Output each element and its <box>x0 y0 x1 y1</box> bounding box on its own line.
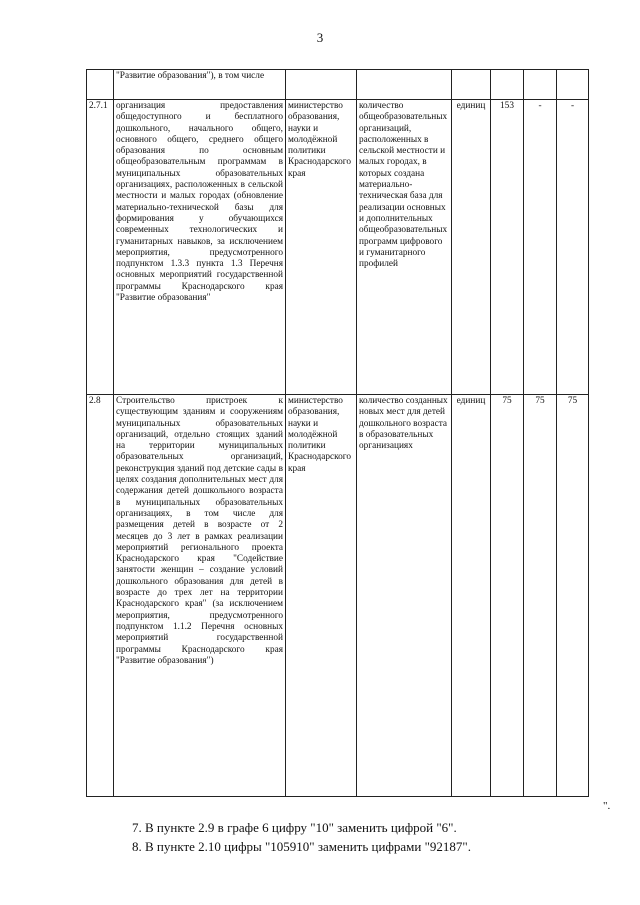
row-unit: единиц <box>452 395 491 797</box>
row-number: 2.8 <box>87 395 114 797</box>
row-description: организация предоставления общедоступного и бесплатного дошкольного, начального общего, основного общего, среднего общего образования по основным общеобразовательным программам в муниципальных образовательных организациях, расположенных в сельской местности и малых городах (обновление материально-технической базы для формирования у обучающихся современных технологических и гуманитарных навыков, за исключением мероприятия, предусмотренного подпунктом 1.3.3 пункта 1.3 Перечня основных мероприятий государственной программы Краснодарского края "Развитие образования" <box>114 100 286 395</box>
continuation-text: "Развитие образования"), в том числе <box>116 71 265 81</box>
row-value-1: 153 <box>491 100 524 395</box>
row-description: Строительство пристроек к существующим зданиям и сооружениям муниципальных образовательных организаций, отдельно стоящих зданий на территории муниципальных образовательных организаций, реконструкция зданий под детские сады в целях создания дополнительных мест для содержания детей дошкольного возраста в муниципальных образовательных организациях, в том числе для размещения детей в возрасте от 2 месяцев до 3 лет в рамках реализации мероприятий регионального проекта Краснодарского края "Содействие занятости женщин – создание условий дошкольного образования для детей в возрасте до трех лет на территории Краснодарского края" (за исключением мероприятия, предусмотренного подпунктом 1.1.2 Перечня основных мероприятий государственной программы Краснодарского края "Развитие образования") <box>114 395 286 797</box>
row-value-2: 75 <box>524 395 557 797</box>
page-number: 3 <box>316 30 324 45</box>
measures-table <box>86 69 589 797</box>
row-number: 2.7.1 <box>87 100 114 395</box>
cell-num <box>87 70 114 100</box>
cell-executor <box>286 70 357 100</box>
table-row-continuation <box>87 70 589 100</box>
row-value-3: - <box>557 100 589 395</box>
cell-val3 <box>557 70 589 100</box>
cell-unit <box>452 70 491 100</box>
row-value-1: 75 <box>491 395 524 797</box>
closing-quote: ". <box>603 800 611 812</box>
row-value-2: - <box>524 100 557 395</box>
cell-description-continuation <box>114 70 286 100</box>
row-executor: министерство образования, науки и молодёжной политики Краснодарского края <box>286 395 357 797</box>
row-indicator: количество общеобразовательных организаций, расположенных в сельской местности и малых городах, в которых создана материально-техническая база для реализации основных и дополнительных общеобразовательных программ цифрового и гуманитарного профилей <box>357 100 452 395</box>
table-row-2-8 <box>87 395 589 797</box>
cell-val2 <box>524 70 557 100</box>
row-executor: министерство образования, науки и молодёжной политики Краснодарского края <box>286 100 357 395</box>
row-value-3: 75 <box>557 395 589 797</box>
row-indicator: количество созданных новых мест для детей дошкольного возраста в образовательных организациях <box>357 395 452 797</box>
cell-val1 <box>491 70 524 100</box>
instruction-item-8: 8. В пункте 2.10 цифры "105910" заменить цифрами "92187". <box>132 839 471 854</box>
row-unit: единиц <box>452 100 491 395</box>
table-row-2-7-1 <box>87 100 589 395</box>
cell-indicator <box>357 70 452 100</box>
instruction-item-7: 7. В пункте 2.9 в графе 6 цифру "10" заменить цифрой "6". <box>132 820 457 835</box>
amendment-instructions <box>132 818 471 856</box>
